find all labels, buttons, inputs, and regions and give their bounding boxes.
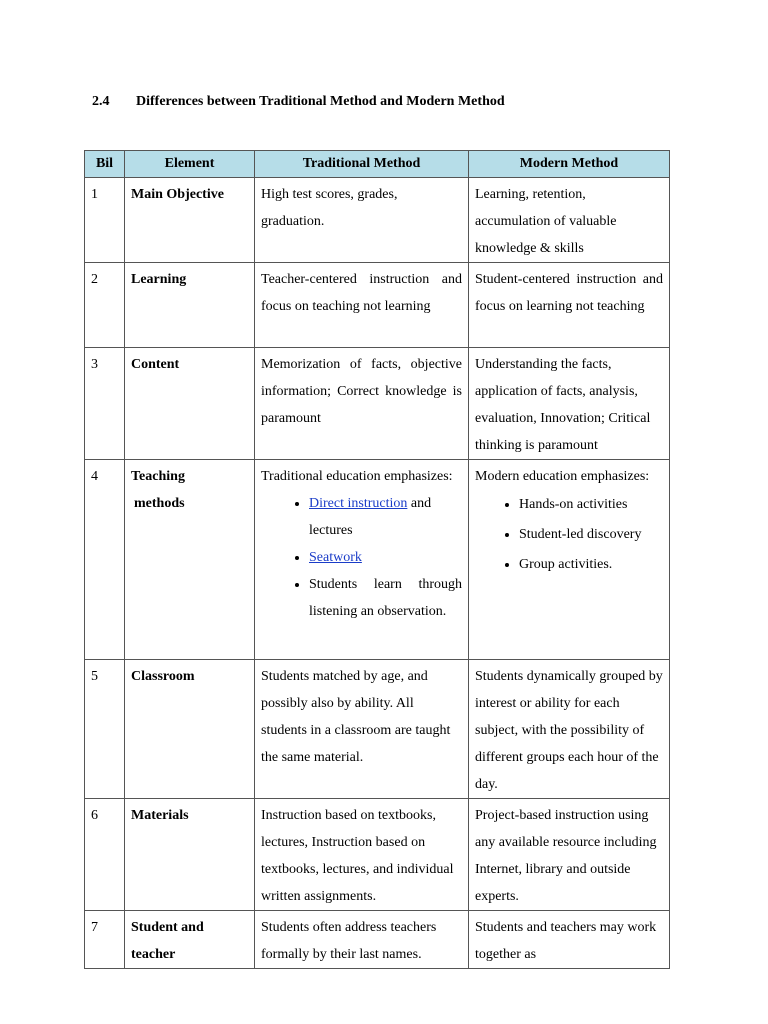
table-row <box>85 799 670 911</box>
comparison-table <box>84 150 670 969</box>
row-modern: Understanding the facts, application of facts, analysis, evaluation, Innovation; Critical thinking is paramount <box>469 348 670 460</box>
table-row <box>85 263 670 348</box>
row-element: Content <box>125 348 255 460</box>
row-number: 2 <box>85 263 125 348</box>
row-element <box>125 460 255 660</box>
modern-methods-list <box>475 490 663 580</box>
list-item: • Students learn through listening an observation. <box>309 571 462 625</box>
traditional-methods-list <box>261 490 462 625</box>
row-number: 7 <box>85 911 125 969</box>
row-number: 1 <box>85 178 125 263</box>
list-item: • Hands-on activities <box>519 490 663 520</box>
header-modern: Modern Method <box>469 151 670 178</box>
traditional-intro: Traditional education emphasizes: <box>261 469 453 484</box>
section-number: 2.4 <box>92 94 110 109</box>
list-item: • Group activities. <box>519 550 663 580</box>
row-element-line2: teacher <box>131 947 176 962</box>
header-traditional: Traditional Method <box>255 151 469 178</box>
row-traditional: Memorization of facts, objective information; Correct knowledge is paramount <box>255 348 469 460</box>
row-number: 4 <box>85 460 125 660</box>
table-row <box>85 348 670 460</box>
row-element-line1: Teaching <box>131 469 185 484</box>
section-heading <box>92 94 505 110</box>
table-header-row <box>85 151 670 178</box>
seatwork-link[interactable]: Seatwork <box>309 550 362 565</box>
row-element <box>125 911 255 969</box>
section-title: Differences between Traditional Method and Modern Method <box>136 94 505 109</box>
row-traditional: Teacher-centered instruction and focus on teaching not learning <box>255 263 469 348</box>
table-row <box>85 178 670 263</box>
row-traditional <box>255 460 469 660</box>
row-number: 6 <box>85 799 125 911</box>
row-element: Learning <box>125 263 255 348</box>
row-element-line2: methods <box>134 496 185 511</box>
row-number: 3 <box>85 348 125 460</box>
list-item <box>309 544 462 571</box>
row-traditional: Students often address teachers formally by their last names. <box>255 911 469 969</box>
header-element: Element <box>125 151 255 178</box>
row-traditional: High test scores, grades, graduation. <box>255 178 469 263</box>
header-bil: Bil <box>85 151 125 178</box>
row-element-line1: Student and <box>131 920 204 935</box>
table-row <box>85 660 670 799</box>
row-modern: Project-based instruction using any available resource including Internet, library and outside experts. <box>469 799 670 911</box>
modern-intro: Modern education emphasizes: <box>475 469 650 484</box>
row-modern <box>469 460 670 660</box>
list-item-text: and lectures <box>309 496 432 538</box>
list-item <box>309 490 462 544</box>
table-row <box>85 460 670 660</box>
table-row <box>85 911 670 969</box>
row-modern: Students and teachers may work together as <box>469 911 670 969</box>
row-modern: Students dynamically grouped by interest or ability for each subject, with the possibility of different groups each hour of the day. <box>469 660 670 799</box>
row-traditional: Instruction based on textbooks, lectures, Instruction based on textbooks, lectures, and individual written assignments. <box>255 799 469 911</box>
row-number: 5 <box>85 660 125 799</box>
row-element: Materials <box>125 799 255 911</box>
row-modern: Student-centered instruction and focus on learning not teaching <box>469 263 670 348</box>
row-modern: Learning, retention, accumulation of valuable knowledge & skills <box>469 178 670 263</box>
row-element: Main Objective <box>125 178 255 263</box>
row-element: Classroom <box>125 660 255 799</box>
direct-instruction-link[interactable]: Direct instruction <box>309 496 408 511</box>
row-traditional: Students matched by age, and possibly also by ability. All students in a classroom are taught the same material. <box>255 660 469 799</box>
list-item: • Student-led discovery <box>519 520 663 550</box>
